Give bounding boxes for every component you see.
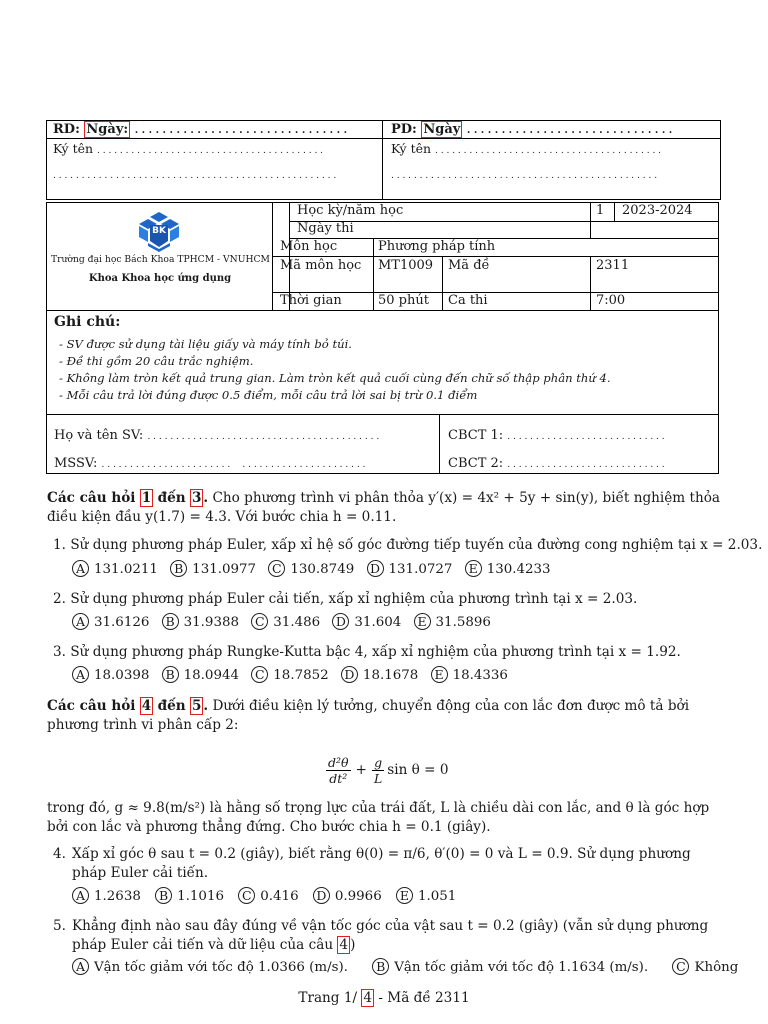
eq-tail: sin θ = 0	[387, 762, 449, 778]
duration-value: 50 phút	[378, 293, 429, 308]
option-b[interactable]	[162, 666, 239, 683]
option-b[interactable]	[155, 887, 224, 904]
option-d-bubble[interactable]: D	[341, 666, 358, 683]
option-c-value: 130.8749	[290, 562, 355, 577]
question-4-options	[72, 887, 462, 904]
cbct2-row	[448, 456, 665, 471]
group2-q-from-link[interactable]: 4	[141, 698, 152, 714]
page-prefix: Trang 1/	[298, 990, 358, 1006]
option-e-value: 1.051	[417, 889, 457, 904]
note-item: - Đề thi gồm 20 câu trắc nghiệm.	[59, 354, 254, 368]
option-d-bubble[interactable]: D	[332, 613, 349, 630]
option-b-bubble[interactable]: B	[155, 887, 172, 904]
option-c[interactable]	[238, 887, 298, 904]
option-c-bubble[interactable]: C	[251, 666, 268, 683]
question-3-options	[72, 666, 514, 683]
school-logo	[135, 211, 183, 253]
option-b-value: 131.0977	[192, 562, 257, 577]
option-a[interactable]	[72, 887, 141, 904]
note-item: - Không làm tròn kết quả trung gian. Làm tròn kết quả cuối cùng đến chữ số thập phân thứ 4.	[59, 371, 611, 385]
notes-list	[59, 336, 611, 404]
option-a-bubble[interactable]: A	[72, 560, 89, 577]
group2-prefix: Các câu hỏi	[47, 698, 136, 714]
duration-label: Thời gian	[280, 293, 342, 308]
year-value: 2023-2024	[622, 203, 693, 218]
eq-L: L	[373, 770, 383, 786]
option-e-value: 18.4336	[452, 668, 508, 683]
pd-date-dots: . . . . . . . . . . . . . . . . . . . . . . . . . . . . . .	[466, 125, 673, 136]
student-id-row	[54, 456, 365, 471]
option-a-bubble[interactable]: A	[72, 958, 89, 975]
rd-label: RD:	[53, 122, 80, 137]
eq-numerator: d²θ	[328, 754, 349, 770]
exam-code-label: Mã đề	[448, 258, 490, 273]
cbct1-label: CBCT 1:	[448, 428, 504, 443]
pd-date-row	[391, 122, 672, 137]
option-a-bubble[interactable]: A	[72, 613, 89, 630]
question-number: 4.	[53, 846, 66, 862]
exam-date-label: Ngày thi	[297, 221, 354, 236]
semester-label: Học kỳ/năm học	[297, 203, 404, 218]
option-e[interactable]	[465, 560, 551, 577]
option-c[interactable]	[251, 666, 328, 683]
group1-q-from-link[interactable]: 1	[141, 490, 152, 506]
semester-value: 1	[596, 203, 605, 218]
question-2	[53, 591, 723, 607]
option-d-value: 131.0727	[388, 562, 453, 577]
exam-code-value: 2311	[596, 258, 630, 273]
option-d[interactable]	[367, 560, 453, 577]
option-d-bubble[interactable]: D	[313, 887, 330, 904]
option-b[interactable]	[372, 958, 648, 975]
option-e[interactable]	[396, 887, 456, 904]
option-c-bubble[interactable]: C	[251, 613, 268, 630]
option-b-value: 31.9388	[183, 615, 240, 630]
option-a[interactable]	[72, 958, 348, 975]
question-number: 3.	[53, 644, 66, 660]
footer-suffix: - Mã đề 2311	[378, 990, 470, 1006]
option-b-value: 1.1016	[177, 889, 224, 904]
faculty-name: Khoa Khoa học ứng dụng	[88, 273, 232, 284]
student-name-dots: . . . . . . . . . . . . . . . . . . . . . . . . . . . . . . . . . . . . . . . . .	[147, 432, 380, 442]
option-b[interactable]	[162, 613, 239, 630]
option-b-value: 18.0944	[183, 668, 240, 683]
question-2-options	[72, 613, 497, 630]
student-name-label: Họ và tên SV:	[54, 428, 144, 443]
option-a-value: 131.0211	[94, 562, 158, 577]
option-c[interactable]	[672, 958, 738, 975]
option-d-bubble[interactable]: D	[367, 560, 384, 577]
question-text: Xấp xỉ góc θ sau t = 0.2 (giây), biết rằng θ(0) = π/6, θ′(0) = 0 và L = 0.9. Sử dụng phương pháp Euler cải tiến.	[72, 846, 691, 881]
student-id-dots-1: . . . . . . . . . . . . . . . . . . . . . . .	[101, 460, 231, 470]
course-code-label: Mã môn học	[280, 258, 362, 273]
option-b-bubble[interactable]: B	[162, 666, 179, 683]
cbct2-label: CBCT 2:	[448, 456, 504, 471]
shift-label: Ca thi	[448, 293, 488, 308]
question-number: 5.	[53, 918, 66, 934]
bk-logo-text: BK	[152, 226, 166, 236]
option-b-bubble[interactable]: B	[170, 560, 187, 577]
group2-text: Dưới điều kiện lý tưởng, chuyển động của con lắc đơn được mô tả bởi phương trình vi phân cấp 2:	[47, 698, 690, 733]
subject-value: Phương pháp tính	[378, 239, 496, 254]
rd-sign-label: Ký tên	[53, 141, 94, 156]
option-d-value: 18.1678	[362, 668, 419, 683]
option-d-value: 31.604	[354, 615, 402, 630]
group1-text: Cho phương trình vi phân thỏa y′(x) = 4x² + 5y + sin(y), biết nghiệm thỏa điều kiện đầu y(1.7) = 4.3. Với bước chia h = 0.11.	[47, 490, 721, 525]
option-b[interactable]	[170, 560, 256, 577]
option-c-bubble[interactable]: C	[238, 887, 255, 904]
option-a-bubble[interactable]: A	[72, 887, 89, 904]
question-text: Sử dụng phương pháp Euler cải tiến, xấp xỉ nghiệm của phương trình tại x = 2.03.	[70, 591, 638, 607]
option-a-value: 31.6126	[94, 615, 150, 630]
option-b-value: Vận tốc giảm với tốc độ 1.1634 (m/s).	[394, 960, 649, 975]
option-a[interactable]	[72, 613, 149, 630]
question-number: 1.	[53, 537, 66, 553]
question-3	[53, 644, 723, 660]
rd-sign-row	[53, 141, 323, 156]
question-text-end: )	[350, 937, 356, 953]
option-c-bubble[interactable]: C	[672, 958, 689, 975]
option-d[interactable]	[313, 887, 382, 904]
pd-line2-dots: . . . . . . . . . . . . . . . . . . . . . . . . . . . . . . . . . . . . . . . . . . . . . . .	[391, 171, 658, 181]
rd-date-row	[53, 122, 347, 137]
group1-q-to-link[interactable]: 3	[191, 490, 202, 506]
question-5	[53, 917, 723, 955]
pendulum-equation	[326, 749, 449, 791]
student-name-row	[54, 428, 379, 443]
school-name: Trường đại học Bách Khoa TPHCM - VNUHCM	[51, 254, 270, 265]
exam-info-block	[46, 202, 719, 474]
option-c-value: 31.486	[273, 615, 321, 630]
signature-table	[46, 120, 721, 200]
group1-prefix: Các câu hỏi	[47, 490, 136, 506]
option-a-value: 1.2638	[94, 889, 141, 904]
course-code-value: MT1009	[378, 258, 434, 273]
option-d[interactable]	[341, 666, 418, 683]
student-id-label: MSSV:	[54, 456, 98, 471]
group2-dot: .	[203, 698, 209, 714]
option-c-value: 18.7852	[273, 668, 329, 683]
option-a-value: Vận tốc giảm với tốc độ 1.0366 (m/s).	[94, 960, 348, 975]
rd-date-dots: . . . . . . . . . . . . . . . . . . . . . . . . . . . . . . .	[134, 125, 348, 136]
eq-plus: +	[355, 762, 367, 778]
option-d[interactable]	[332, 613, 401, 630]
question-text: Khẳng định nào sau đây đúng về vận tốc góc của vật sau t = 0.2 (giây) (vẫn sử dụng phương pháp Euler cải tiến và dữ liệu của câu	[72, 918, 709, 953]
note-item: - SV được sử dụng tài liệu giấy và máy tính bỏ túi.	[59, 337, 352, 351]
option-e-bubble[interactable]: E	[396, 887, 413, 904]
rd-date-label: Ngày:	[86, 122, 129, 137]
eq-g: g	[374, 754, 383, 770]
question-4	[53, 845, 723, 883]
option-b-bubble[interactable]: B	[372, 958, 389, 975]
shift-value: 7:00	[596, 293, 626, 308]
group1-dot: .	[203, 490, 209, 506]
page-footer	[0, 990, 768, 1006]
option-e-bubble[interactable]: E	[465, 560, 482, 577]
page-total-link[interactable]: 4	[363, 990, 373, 1006]
group2-intro	[47, 697, 723, 735]
option-a-bubble[interactable]: A	[72, 666, 89, 683]
option-e[interactable]	[414, 613, 491, 630]
pd-sign-dots: . . . . . . . . . . . . . . . . . . . . . . . . . . . . . . . . . . . . . . . .	[435, 146, 662, 156]
group2-mid: đến	[157, 698, 186, 714]
option-a[interactable]	[72, 560, 158, 577]
option-e[interactable]	[431, 666, 508, 683]
option-b-bubble[interactable]: B	[162, 613, 179, 630]
student-id-dots-2: . . . . . . . . . . . . . . . . . . . . . .	[242, 460, 366, 470]
question-text: Sử dụng phương pháp Rungke-Kutta bậc 4, xấp xỉ nghiệm của phương trình tại x = 1.92.	[70, 644, 681, 660]
option-a-value: 18.0398	[94, 668, 150, 683]
option-c-value: 0.416	[260, 889, 299, 904]
pd-sign-label: Ký tên	[391, 141, 432, 156]
option-c[interactable]	[268, 560, 354, 577]
rd-sign-dots: . . . . . . . . . . . . . . . . . . . . . . . . . . . . . . . . . . . . . . . .	[97, 146, 324, 156]
note-item: - Mỗi câu trả lời đúng được 0.5 điểm, mỗi câu trả lời sai bị trừ 0.1 điểm	[59, 388, 478, 402]
cbct1-dots: . . . . . . . . . . . . . . . . . . . . . . . . . . . .	[507, 432, 665, 442]
pd-date-label: Ngày	[423, 122, 461, 137]
option-e-value: 31.5896	[435, 615, 491, 630]
notes-title: Ghi chú:	[54, 314, 121, 330]
option-d-value: 0.9966	[334, 889, 382, 904]
pd-label: PD:	[391, 122, 417, 137]
question-5-options	[72, 958, 744, 975]
option-c-bubble[interactable]: C	[268, 560, 285, 577]
cbct2-dots: . . . . . . . . . . . . . . . . . . . . . . . . . . . .	[507, 460, 665, 470]
option-a[interactable]	[72, 666, 149, 683]
option-c-value: Không	[694, 960, 739, 975]
group1-mid: đến	[157, 490, 186, 506]
option-e-bubble[interactable]: E	[431, 666, 448, 683]
pd-sign-row	[391, 141, 661, 156]
question-4-ref-link[interactable]: 4	[339, 937, 349, 953]
question-1-options	[72, 560, 557, 577]
question-number: 2.	[53, 591, 66, 607]
subject-label: Môn học	[280, 239, 338, 254]
question-text: Sử dụng phương pháp Euler, xấp xỉ hệ số góc đường tiếp tuyến của đường cong nghiệm tại x = 2.03.	[70, 537, 763, 553]
question-1	[53, 537, 763, 553]
cbct1-row	[448, 428, 665, 443]
group2-q-to-link[interactable]: 5	[191, 698, 202, 714]
group2-after-text: trong đó, g ≈ 9.8(m/s²) là hằng số trọng lực của trái đất, L là chiều dài con lắc, and θ là góc hợp bởi con lắc và phương thẳng đứng. Cho bước chia h = 0.1 (giây).	[47, 800, 710, 835]
option-e-value: 130.4233	[486, 562, 551, 577]
rd-line2-dots: . . . . . . . . . . . . . . . . . . . . . . . . . . . . . . . . . . . . . . . . . . . . . . . . . .	[53, 171, 337, 181]
option-e-bubble[interactable]: E	[414, 613, 431, 630]
eq-denominator: dt²	[329, 770, 348, 786]
group1-intro	[47, 489, 723, 527]
option-c[interactable]	[251, 613, 320, 630]
